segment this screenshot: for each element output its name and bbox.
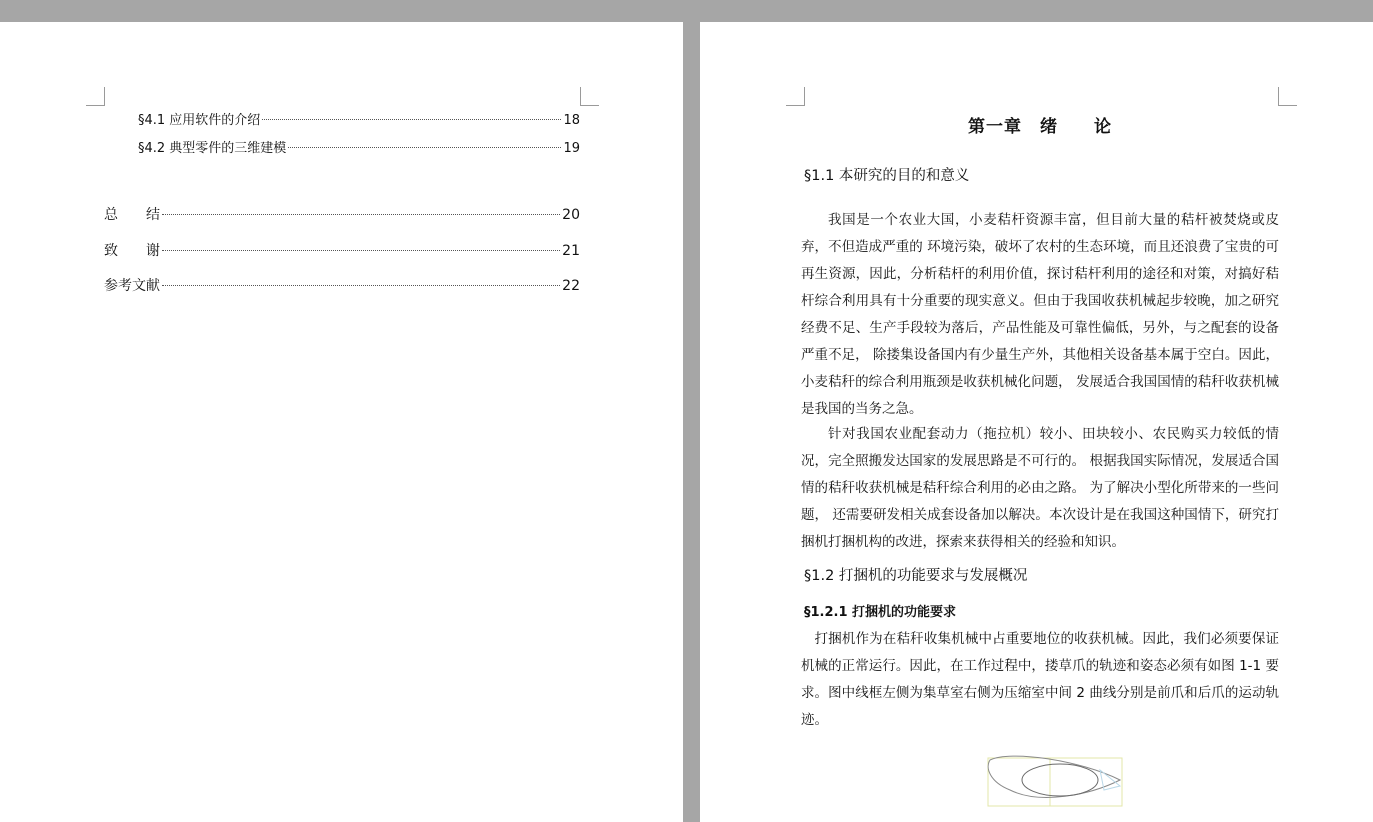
document-page-left bbox=[0, 22, 683, 822]
toc-entry-label: 参考文献 bbox=[104, 278, 160, 294]
crop-mark-top-left bbox=[786, 87, 805, 106]
toc-entry-label: §4.1 应用软件的介绍 bbox=[138, 113, 261, 128]
body-paragraph: 针对我国农业配套动力（拖拉机）较小、田块较小、农民购买力较低的情况，完全照搬发达国家的发展思路是不可行的。 根据我国实际情况，发展适合国情的秸秆收获机械是秸秆综合利用的必由之路。 为了解决小型化所带来的一些问题， 还需要研发相关成套设备加以解决。本次设计是在我国这种国情下，研究打捆机打捆机构的改进，探索来获得相关的经验和知识。 bbox=[801, 426, 1279, 550]
toc-entry[interactable] bbox=[104, 275, 580, 295]
section-heading: §1.2 打捆机的功能要求与发展概况 bbox=[804, 568, 1028, 584]
toc-entry-label: §4.2 典型零件的三维建模 bbox=[138, 141, 287, 156]
toc-entry-page: 21 bbox=[562, 243, 580, 259]
subsection-heading: §1.2.1 打捆机的功能要求 bbox=[804, 605, 957, 620]
toc-leader-dots bbox=[162, 214, 560, 215]
toc-leader-dots bbox=[162, 285, 560, 286]
section-heading: §1.1 本研究的目的和意义 bbox=[804, 168, 970, 184]
toc-entry[interactable] bbox=[104, 240, 580, 260]
toc-entry-label: 总 结 bbox=[104, 207, 160, 223]
toc-entry-label: 致 谢 bbox=[104, 243, 160, 259]
document-page-right bbox=[700, 22, 1373, 822]
body-paragraph: 打捆机作为在秸秆收集机械中占重要地位的收获机械。因此，我们必须要保证机械的正常运行。因此，在工作过程中，搂草爪的轨迹和姿态必须有如图 1-1 要求。图中线框左侧为集草室右侧为压缩室中间 2 曲线分别是前爪和后爪的运动轨迹。 bbox=[801, 631, 1279, 728]
toc-entry[interactable] bbox=[104, 204, 580, 224]
toc-entry-page: 19 bbox=[563, 141, 580, 156]
figure-trajectory-diagram bbox=[980, 750, 1130, 810]
toc-entry[interactable] bbox=[138, 137, 580, 156]
crop-mark-top-right bbox=[580, 87, 599, 106]
crop-mark-top-right bbox=[1278, 87, 1297, 106]
toc-entry-page: 22 bbox=[562, 278, 580, 294]
crop-mark-top-left bbox=[86, 87, 105, 106]
toc-entry-page: 20 bbox=[562, 207, 580, 223]
toc-leader-dots bbox=[162, 250, 560, 251]
chapter-title: 第一章 绪 论 bbox=[968, 117, 1112, 137]
toc-leader-dots bbox=[288, 147, 561, 148]
toc-leader-dots bbox=[262, 119, 561, 120]
toc-entry[interactable] bbox=[138, 109, 580, 128]
toc-entry-page: 18 bbox=[563, 113, 580, 128]
body-paragraph: 我国是一个农业大国，小麦秸杆资源丰富，但目前大量的秸杆被焚烧或皮弃，不但造成严重的 环境污染，破坏了农村的生态环境，而且还浪费了宝贵的可再生资源，因此，分析秸杆的利用价值，探讨秸杆利用的途径和对策，对搞好秸杆综合利用具有十分重要的现实意义。但由于我国收获机械起步较晚，加之研究经费不足、生产手段较为落后，产品性能及可靠性偏低，另外，与之配套的设备严重不足， 除搂集设备国内有少量生产外，其他相关设备基本属于空白。因此， 小麦秸秆的综合利用瓶颈是收获机械化问题， 发展适合我国国情的秸秆收获机械是我国的当务之急。 bbox=[801, 212, 1279, 417]
